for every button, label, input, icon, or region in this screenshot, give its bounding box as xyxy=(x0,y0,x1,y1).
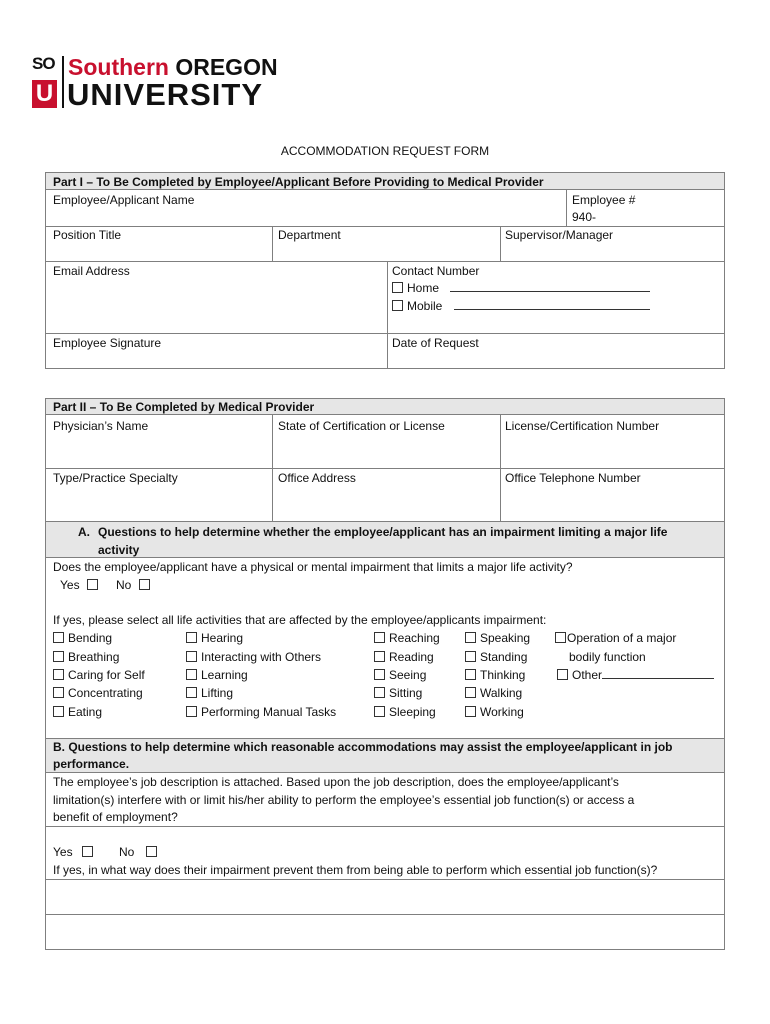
activity-checkbox[interactable] xyxy=(374,632,385,643)
limitation-no-checkbox[interactable] xyxy=(146,846,157,857)
job-description-text-3: benefit of employment? xyxy=(53,810,178,824)
activity-thinking[interactable] xyxy=(465,668,525,683)
home-checkbox[interactable] xyxy=(392,282,403,293)
office-address-label: Office Address xyxy=(278,471,356,485)
activity-checkbox[interactable] xyxy=(186,687,197,698)
physician-name-label: Physician’s Name xyxy=(53,419,149,433)
employee-number-label: Employee # xyxy=(572,193,636,207)
activity-checkbox[interactable] xyxy=(53,651,64,662)
essential-function-question: If yes, in what way does their impairment prevent them from being able to perform which essential job function(s)? xyxy=(53,863,658,877)
activity-label: Other xyxy=(572,668,603,682)
activity-checkbox[interactable] xyxy=(53,669,64,680)
activity-breathing[interactable] xyxy=(53,650,119,665)
job-description-text-1: The employee’s job description is attached. Based upon the job description, does the employee/applicant’s xyxy=(53,775,619,789)
activity-checkbox[interactable] xyxy=(53,706,64,717)
activity-label: Operation of a major xyxy=(567,631,677,645)
activity-checkbox[interactable] xyxy=(374,651,385,662)
home-phone-line[interactable] xyxy=(450,281,650,292)
limitation-no-option[interactable] xyxy=(119,845,161,860)
logo-divider xyxy=(62,56,64,108)
activity-label: Concentrating xyxy=(68,686,143,700)
activity-standing[interactable] xyxy=(465,650,527,665)
answer-row-2[interactable] xyxy=(46,915,724,949)
job-description-text-2: limitation(s) interfere with or limit his/her ability to perform the employee’s essential job function(s) or access a xyxy=(53,793,635,807)
home-phone-option[interactable] xyxy=(392,281,650,296)
section-b-heading: B. Questions to help determine which reasonable accommodations may assist the employee/applicant in job xyxy=(53,740,673,754)
activity-lifting[interactable] xyxy=(186,686,233,701)
activity-other[interactable] xyxy=(557,668,714,683)
activity-checkbox[interactable] xyxy=(465,669,476,680)
activity-label: Walking xyxy=(480,686,523,700)
impairment-yes-label: Yes xyxy=(60,578,80,592)
impairment-no-label: No xyxy=(116,578,132,592)
practice-specialty-label: Type/Practice Specialty xyxy=(53,471,178,485)
activity-checkbox[interactable] xyxy=(186,706,197,717)
impairment-yes-option[interactable] xyxy=(60,578,102,593)
activity-working[interactable] xyxy=(465,705,524,720)
part2-header: Part II – To Be Completed by Medical Provider xyxy=(53,400,315,414)
activity-checkbox[interactable] xyxy=(465,651,476,662)
contact-number-label: Contact Number xyxy=(392,264,480,278)
activity-label: Working xyxy=(480,705,524,719)
applicant-name-label: Employee/Applicant Name xyxy=(53,193,195,207)
activity-checkbox[interactable] xyxy=(374,669,385,680)
activity-seeing[interactable] xyxy=(374,668,426,683)
life-activities-prompt: If yes, please select all life activities that are affected by the employee/applicants impairment: xyxy=(53,613,547,627)
activity-label: Eating xyxy=(68,705,103,719)
activity-label: Speaking xyxy=(480,631,531,645)
activity-checkbox[interactable] xyxy=(374,706,385,717)
home-label: Home xyxy=(407,281,440,295)
impairment-no-option[interactable] xyxy=(116,578,154,593)
activity-label: Thinking xyxy=(480,668,526,682)
activity-caring-for-self[interactable] xyxy=(53,668,145,683)
part1-header: Part I – To Be Completed by Employee/Applicant Before Providing to Medical Provider xyxy=(53,175,544,189)
activity-label: Interacting with Others xyxy=(201,650,322,664)
activity-checkbox[interactable] xyxy=(465,632,476,643)
activity-checkbox[interactable] xyxy=(186,651,197,662)
activity-label: Lifting xyxy=(201,686,234,700)
logo-university: UNIVERSITY xyxy=(67,77,264,112)
date-of-request-label: Date of Request xyxy=(392,336,479,350)
activity-label: Sleeping xyxy=(389,705,436,719)
activity-checkbox[interactable] xyxy=(465,687,476,698)
activity-label: Seeing xyxy=(389,668,427,682)
activity-label: Reading xyxy=(389,650,434,664)
mobile-checkbox[interactable] xyxy=(392,300,403,311)
limitation-yes-checkbox[interactable] xyxy=(82,846,93,857)
mobile-phone-line[interactable] xyxy=(454,299,650,310)
activity-label: Performing Manual Tasks xyxy=(201,705,337,719)
form-title: ACCOMMODATION REQUEST FORM xyxy=(280,144,490,158)
signature-label: Employee Signature xyxy=(53,336,162,350)
limitation-yes-label: Yes xyxy=(53,845,73,859)
activity-bending[interactable] xyxy=(53,631,112,646)
logo-so: SO xyxy=(32,54,55,73)
state-license-label: State of Certification or License xyxy=(278,419,445,433)
logo-southern: Southern xyxy=(68,54,169,80)
position-title-label: Position Title xyxy=(53,228,122,242)
department-label: Department xyxy=(278,228,341,242)
section-a-marker: A. xyxy=(78,525,90,539)
activity-sleeping[interactable] xyxy=(374,705,436,720)
section-a-heading: Questions to help determine whether the employee/applicant has an impairment limiting a major life xyxy=(98,525,668,539)
license-number-label: License/Certification Number xyxy=(505,419,660,433)
activity-operation-bodily-cont: bodily function xyxy=(569,650,646,664)
limitation-no-label: No xyxy=(119,845,135,859)
office-phone-label: Office Telephone Number xyxy=(505,471,641,485)
section-b-heading-cont: performance. xyxy=(53,757,130,771)
activity-eating[interactable] xyxy=(53,705,102,720)
activity-checkbox[interactable] xyxy=(186,669,197,680)
activity-speaking[interactable] xyxy=(465,631,530,646)
supervisor-label: Supervisor/Manager xyxy=(505,228,614,242)
activity-interacting[interactable] xyxy=(186,650,321,665)
activity-checkbox[interactable] xyxy=(555,632,566,643)
activity-label: Standing xyxy=(480,650,528,664)
logo-u: U xyxy=(32,80,57,108)
activity-checkbox[interactable] xyxy=(53,632,64,643)
activity-checkbox[interactable] xyxy=(186,632,197,643)
activity-checkbox[interactable] xyxy=(557,669,568,680)
activity-operation-bodily[interactable] xyxy=(555,631,676,646)
activity-reading[interactable] xyxy=(374,650,434,665)
activity-concentrating[interactable] xyxy=(53,686,143,701)
other-line[interactable] xyxy=(602,668,714,679)
section-a-heading-cont: activity xyxy=(98,543,140,557)
email-label: Email Address xyxy=(53,264,130,278)
activity-walking[interactable] xyxy=(465,686,522,701)
activity-checkbox[interactable] xyxy=(374,687,385,698)
activity-checkbox[interactable] xyxy=(465,706,476,717)
activity-label: Sitting xyxy=(389,686,423,700)
activity-label: Breathing xyxy=(68,650,120,664)
activity-checkbox[interactable] xyxy=(53,687,64,698)
answer-row-1[interactable] xyxy=(46,880,724,914)
impairment-no-checkbox[interactable] xyxy=(139,579,150,590)
activity-label: Learning xyxy=(201,668,248,682)
mobile-phone-option[interactable] xyxy=(392,299,650,314)
impairment-question: Does the employee/applicant have a physical or mental impairment that limits a major life activity? xyxy=(53,560,573,574)
limitation-yes-option[interactable] xyxy=(53,845,97,860)
activity-label: Reaching xyxy=(389,631,440,645)
activity-reaching[interactable] xyxy=(374,631,440,646)
activity-label: Caring for Self xyxy=(68,668,145,682)
mobile-label: Mobile xyxy=(407,299,443,313)
activity-learning[interactable] xyxy=(186,668,248,683)
impairment-yes-checkbox[interactable] xyxy=(87,579,98,590)
activity-label: Hearing xyxy=(201,631,244,645)
logo-oregon: OREGON xyxy=(175,54,278,80)
employee-number-field[interactable]: 940- xyxy=(572,210,597,224)
activity-sitting[interactable] xyxy=(374,686,422,701)
activity-hearing[interactable] xyxy=(186,631,243,646)
activity-label: Bending xyxy=(68,631,113,645)
activity-manual-tasks[interactable] xyxy=(186,705,336,720)
